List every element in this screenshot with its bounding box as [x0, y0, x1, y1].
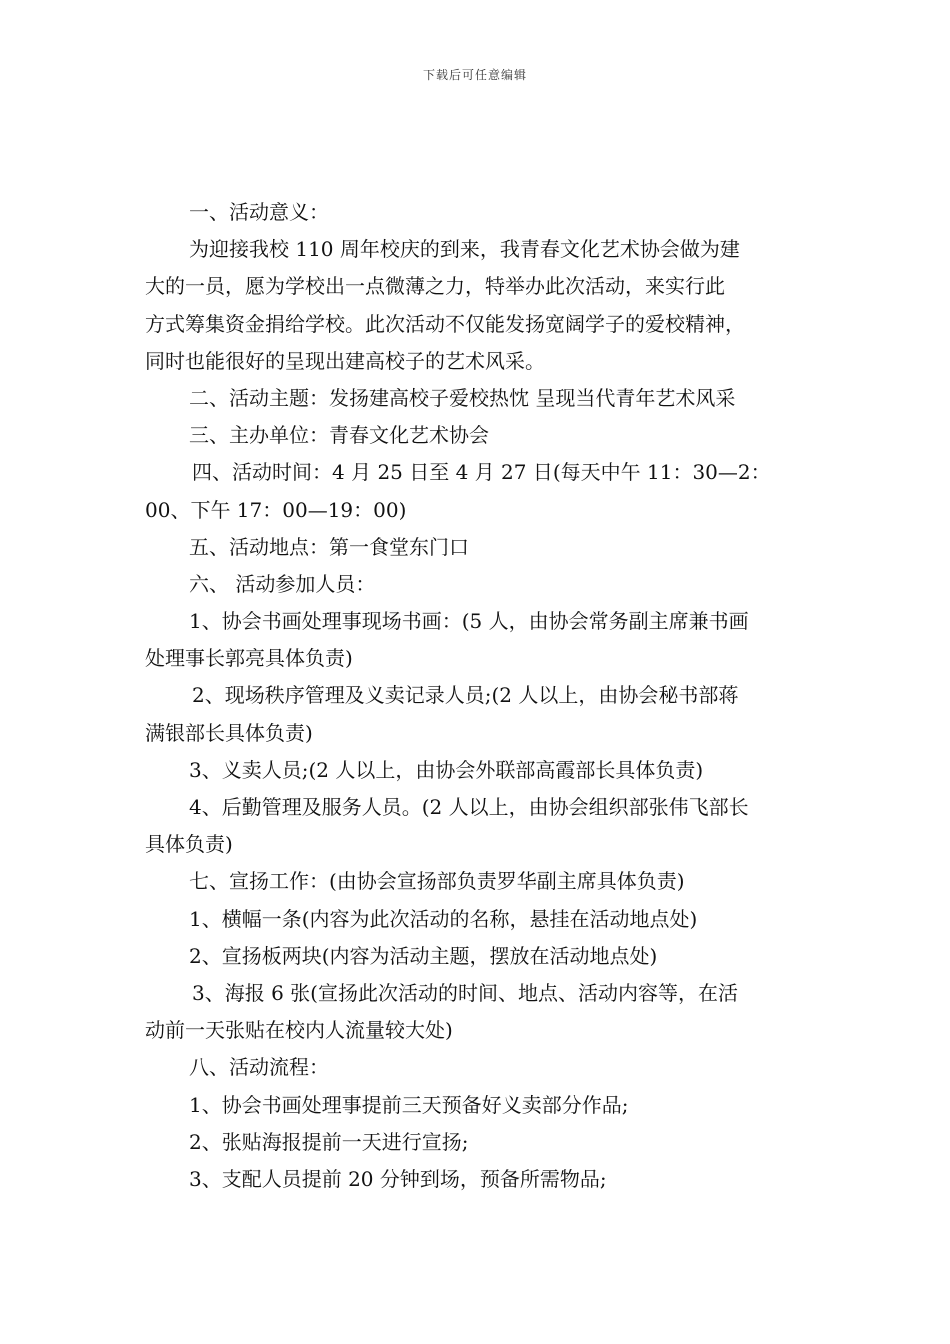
document-line: 3、支配人员提前 20 分钟到场，预备所需物品; — [189, 1166, 607, 1191]
document-line: 二、活动主题：发扬建高校子爱校热忱 呈现当代青年艺术风采 — [189, 385, 736, 410]
document-line: 4、后勤管理及服务人员。(2 人以上，由协会组织部张伟飞部长 — [189, 795, 749, 819]
document-line: 三、主办单位：青春文化艺术协会 — [189, 423, 489, 448]
document-line: 3、义卖人员;(2 人以上，由协会外联部高霞部长具体负责) — [189, 757, 704, 782]
document-line: 3、海报 6 张(宣扬此次活动的时间、地点、活动内容等，在活 — [192, 980, 738, 1005]
document-line: 00、下午 17：00—19：00) — [145, 497, 407, 522]
page-header-note: 下载后可任意编辑 — [422, 68, 527, 82]
document-body — [145, 194, 815, 1198]
document-line: 2、宣扬板两块(内容为活动主题，摆放在活动地点处) — [189, 943, 658, 968]
document-line: 动前一天张贴在校内人流量较大处) — [145, 1018, 453, 1043]
document-line: 1、横幅一条(内容为此次活动的名称，悬挂在活动地点处) — [189, 906, 698, 931]
document-line: 八、活动流程： — [189, 1055, 329, 1080]
document-line: 大的一员，愿为学校出一点微薄之力，特举办此次活动，来实行此 — [145, 274, 725, 299]
document-line: 2、张贴海报提前一天进行宣扬; — [189, 1129, 469, 1154]
document-line: 四、活动时间：4 月 25 日至 4 月 27 日(每天中午 11：30—2： — [192, 460, 771, 485]
document-line: 为迎接我校 110 周年校庆的到来，我青春文化艺术协会做为建 — [189, 237, 740, 262]
document-line: 2、现场秩序管理及义卖记录人员;(2 人以上，由协会秘书部蒋 — [192, 683, 739, 708]
document-line: 同时也能很好的呈现出建高校子的艺术风采。 — [145, 348, 545, 373]
document-line: 满银部长具体负责) — [145, 720, 313, 745]
document-line: 一、活动意义： — [189, 200, 329, 224]
document-line: 七、宣扬工作：(由协会宣扬部负责罗华副主席具体负责) — [189, 869, 685, 894]
document-line: 六、 活动参加人员： — [189, 571, 376, 596]
document-line: 1、协会书画处理事提前三天预备好义卖部分作品; — [189, 1092, 629, 1117]
document-line: 方式筹集资金捐给学校。此次活动不仅能发扬宽阔学子的爱校精神， — [145, 311, 745, 336]
document-line: 1、协会书画处理事现场书画：(5 人，由协会常务副主席兼书画 — [189, 609, 749, 634]
document-line: 五、活动地点：第一食堂东门口 — [189, 534, 469, 559]
document-line: 具体负责) — [145, 832, 233, 857]
document-line: 处理事长郭亮具体负责) — [145, 646, 353, 671]
